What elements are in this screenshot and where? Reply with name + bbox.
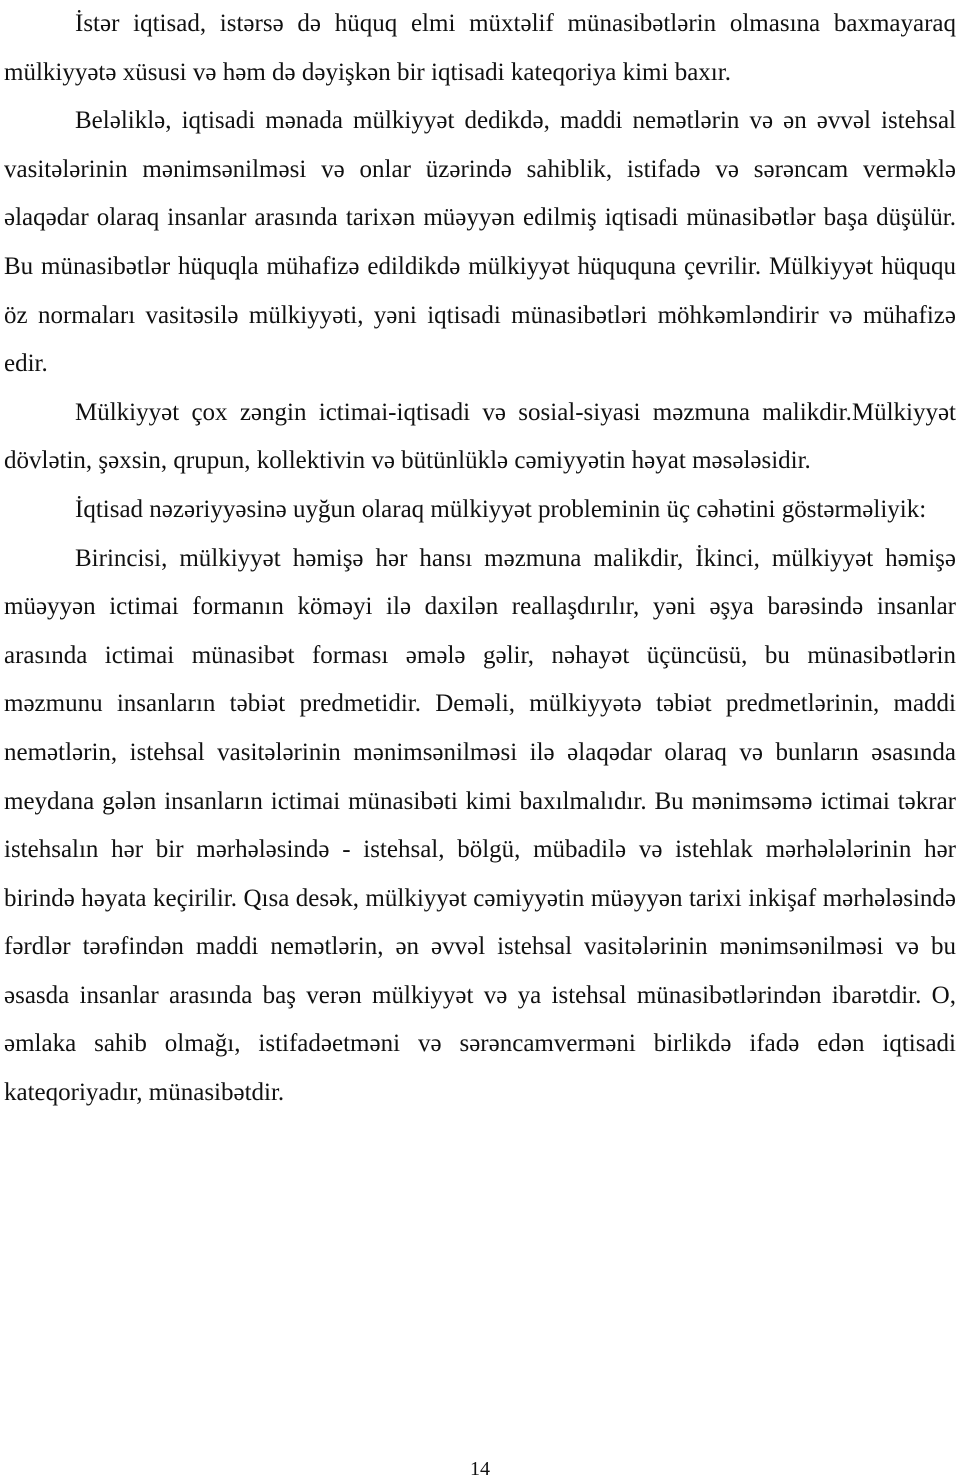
paragraph-2: Beləliklə, iqtisadi mənada mülkiyyət dedikdə, maddi nemətlərin və ən əvvəl istehsal vasitələrinin mənimsənilməsi və onlar üzərində sahiblik, istifadə və sərəncam verməklə əlaqədar olaraq insanlar arasında tarixən müəyyən edilmiş iqtisadi münasibətlər başa düşülür. Bu münasibətlər hüquqla mühafizə edildikdə mülkiyyət hüququna çevrilir. Mülkiyyət hüququ öz normaları vasitəsilə mülkiyyəti, yəni iqtisadi münasibətləri möhkəmləndirir və mühafizə edir. <box>4 107 956 378</box>
page-number: 14 <box>470 1458 490 1480</box>
paragraph-3: Mülkiyyət çox zəngin ictimai-iqtisadi və sosial-siyasi məzmuna malikdir.Mülkiyyət dövlətin, şəxsin, qrupun, kollektivin və bütünlüklə cəmiyyətin həyat məsələsidir. <box>4 398 956 475</box>
paragraph-5: Birincisi, mülkiyyət həmişə hər hansı məzmuna malikdir, İkinci, mülkiyyət həmişə müəyyən ictimai formanın köməyi ilə daxilən reallaşdırılır, yəni əşya barəsində insanlar arasında ictimai münasibət forması əmələ gəlir, nəhayət üçüncüsü, bu münasibətlərin məzmunu insanların təbiət predmetidir. Deməli, mülkiyyətə təbiət predmetlərinin, maddi nemətlərin, istehsal vasitələrinin mənimsənilməsi ilə əlaqədar olaraq və bunların əsasında meydana gələn insanların ictimai münasibəti kimi baxılmalıdır. Bu mənimsəmə ictimai təkrar istehsalın hər bir mərhələsində - istehsal, bölgü, mübadilə və istehlak mərhələlərinin hər birində həyata keçirilir. Qısa desək, mülkiyyət cəmiyyətin müəyyən tarixi inkişaf mərhələsində fərdlər tərəfindən maddi nemətlərin, ən əvvəl istehsal vasitələrinin mənimsənilməsi və bu əsasda insanlar arasında baş verən mülkiyyət və ya istehsal münasibətlərindən ibarətdir. O, əmlaka sahib olmağı, istifadəetməni və sərəncamverməni birlikdə ifadə edən iqtisadi kateqoriyadır, münasibətdir. <box>4 544 956 1107</box>
paragraph-1: İstər iqtisad, istərsə də hüquq elmi müxtəlif münasibətlərin olmasına baxmayaraq mülkiyyətə xüsusi və həm də dəyişkən bir iqtisadi kateqoriya kimi baxır. <box>4 10 956 86</box>
body-text <box>4 0 956 1118</box>
paragraph-4: İqtisad nəzəriyyəsinə uyğun olaraq mülkiyyət probleminin üç cəhətini göstərməliyik: <box>75 495 927 523</box>
